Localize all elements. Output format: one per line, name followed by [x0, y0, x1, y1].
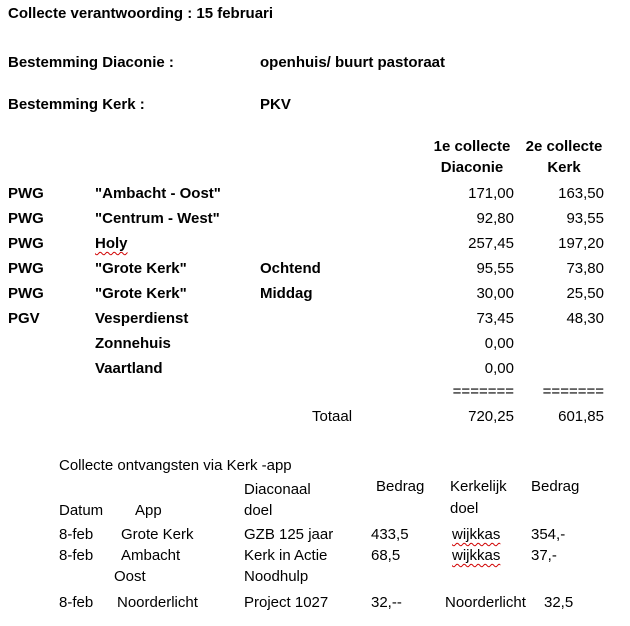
app-row-bedrag2: 37,- [531, 547, 557, 564]
app-row-doel: Kerk in Actie [244, 547, 328, 564]
diaconie-label: Bestemming Diaconie : [8, 54, 174, 71]
datum-header: Datum [59, 502, 104, 519]
total-diaconie: 720,25 [468, 408, 514, 425]
row-time: Middag [260, 285, 313, 302]
row-org: PWG [8, 210, 44, 227]
row-name: Holy [95, 235, 128, 252]
row-org: PWG [8, 260, 44, 277]
col1-header-line2: Diaconie [440, 159, 504, 176]
col2-header-line1: 2e collecte [525, 138, 603, 155]
app-header: App [135, 502, 162, 519]
bedrag2-header: Bedrag [531, 478, 580, 495]
app-row-bedrag1: 32,-- [371, 594, 402, 611]
app-row-doel: GZB 125 jaar [244, 526, 334, 543]
app-row-bedrag2: 32,5 [544, 594, 574, 611]
diaconaal-header-line2: doel [244, 502, 273, 519]
total-label: Totaal [312, 408, 353, 425]
row-name: Vaartland [95, 360, 163, 377]
separator-diaconie: ======= [452, 383, 514, 400]
row-kerk: 93,55 [566, 210, 604, 227]
row-kerk: 48,30 [566, 310, 604, 327]
app-row-bedrag1: 68,5 [371, 547, 401, 564]
row-org: PGV [8, 310, 40, 327]
kerk-value: PKV [260, 96, 291, 113]
row-diaconie: 30,00 [476, 285, 514, 302]
row-org: PWG [8, 285, 44, 302]
col2-header-line2: Kerk [547, 159, 581, 176]
app-row-kerkelijk: Noorderlicht [445, 594, 526, 611]
row-name: "Ambacht - Oost" [95, 185, 221, 202]
row-name: "Grote Kerk" [95, 285, 187, 302]
row-name: "Grote Kerk" [95, 260, 187, 277]
kerkelijk-header-line2: doel [450, 500, 479, 517]
row-name: "Centrum - West" [95, 210, 220, 227]
row-org: PWG [8, 185, 44, 202]
app-row-bedrag2: 354,- [531, 526, 566, 543]
kerkelijk-header-line1: Kerkelijk [450, 478, 507, 495]
kerk-label: Bestemming Kerk : [8, 96, 145, 113]
app-row-bedrag1: 433,5 [371, 526, 409, 543]
row-time: Ochtend [260, 260, 321, 277]
app-row-datum: 8-feb [59, 526, 94, 543]
diaconaal-header-line1: Diaconaal [244, 481, 311, 498]
row-org: PWG [8, 235, 44, 252]
bedrag1-header: Bedrag [376, 478, 425, 495]
row-diaconie: 171,00 [468, 185, 514, 202]
app-row-datum: 8-feb [59, 594, 94, 611]
row-diaconie: 0,00 [484, 335, 514, 352]
app-row-kerkelijk: wijkkas [452, 547, 501, 564]
app-row-doel-line2: Noodhulp [244, 568, 309, 585]
row-name: Vesperdienst [95, 310, 189, 327]
row-diaconie: 92,80 [476, 210, 514, 227]
app-row-app-line2: Oost [114, 568, 146, 585]
app-row-app: Noorderlicht [117, 594, 198, 611]
app-row-doel: Project 1027 [244, 594, 329, 611]
separator-kerk: ======= [542, 383, 604, 400]
col1-header-line1: 1e collecte [433, 138, 511, 155]
row-diaconie: 257,45 [468, 235, 514, 252]
document-title: Collecte verantwoording : 15 februari [8, 5, 274, 22]
row-diaconie: 73,45 [476, 310, 514, 327]
row-diaconie: 0,00 [484, 360, 514, 377]
row-kerk: 197,20 [558, 235, 604, 252]
total-kerk: 601,85 [558, 408, 604, 425]
row-name: Zonnehuis [95, 335, 171, 352]
app-row-kerkelijk: wijkkas [452, 526, 501, 543]
row-diaconie: 95,55 [476, 260, 514, 277]
app-row-app: Ambacht [121, 547, 181, 564]
app-row-app: Grote Kerk [121, 526, 194, 543]
row-kerk: 73,80 [566, 260, 604, 277]
app-row-datum: 8-feb [59, 547, 94, 564]
row-kerk: 163,50 [558, 185, 604, 202]
app-section-title: Collecte ontvangsten via Kerk -app [59, 457, 292, 474]
diaconie-value: openhuis/ buurt pastoraat [260, 54, 446, 71]
row-kerk: 25,50 [566, 285, 604, 302]
